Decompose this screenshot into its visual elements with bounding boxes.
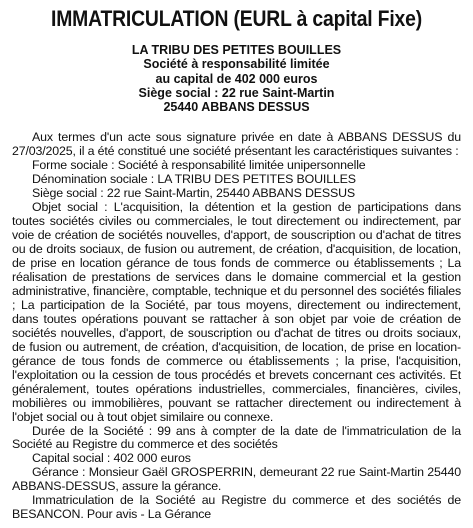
paragraph-purpose: Objet social : L'acquisition, la détention et la gestion de participations dans toutes sociétés civiles ou commerciales, le tout directement ou indirectement, par voie de création de sociétés nouvelles, d'apport, de souscription ou d'achat de titres ou de droits sociaux, de fusion ou autrement, de création, d'acquisition, de location, de prise en location gérance de tous fonds de commerce ou établissements ; La réalisation de prestations de services dans le domaine commercial et la gestion administrative, financière, comptable, technique et du personnel des sociétés filiales ; La participation de la Société, par tous moyens, directement ou indirectement, dans toutes opérations pouvant se rattacher à son objet par voie de création de sociétés nouvelles, d'apport, de souscription ou d'achat de titres ou droits sociaux, de fusion ou autrement, de création, d'acquisition, de location, de prise en location-gérance de tous fonds de commerce ou établissements ; la prise, l'acquisition, l'exploitation ou la cession de tous procédés et brevets concernant ces activités. Et généralement, toutes opérations industrielles, commerciales, financières, civiles, mobilières ou immobilières, pouvant se rattacher directement ou indirectement à l'objet social ou à tout objet similaire ou connexe. (12, 200, 461, 424)
notice-body (12, 131, 461, 522)
company-form: Société à responsabilité limitée (143, 57, 330, 72)
company-name: LA TRIBU DES PETITES BOUILLES (131, 43, 342, 57)
paragraph-company-name: Dénomination sociale : LA TRIBU DES PETITES BOUILLES (32, 172, 356, 187)
paragraph-registration: Immatriculation de la Société au Registre du commerce et des sociétés de BESANCON. Pour avis - La Gérance (12, 493, 461, 522)
paragraph-duration: Durée de la Société : 99 ans à compter de la date de l'immatriculation de la Société au Registre du commerce et des sociétés (12, 423, 461, 452)
paragraph-capital: Capital social : 402 000 euros (32, 451, 191, 466)
company-seat: Siège social : 22 rue Saint-Martin (138, 85, 335, 100)
company-city: 25440 ABBANS DESSUS (163, 100, 310, 115)
paragraph-registered-office: Siège social : 22 rue Saint-Martin, 25440 ABBANS DESSUS (32, 186, 356, 201)
company-header (12, 43, 461, 114)
paragraph-deed: Aux termes d'un acte sous signature privée en date à ABBANS DESSUS du 27/03/2025, il a été constitué une société présentant les caractéristiques suivantes : (12, 130, 461, 159)
paragraph-legal-form: Forme sociale : Société à responsabilité limitée unipersonnelle (32, 158, 366, 173)
notice-headline: IMMATRICULATION (EURL à capital Fixe) (51, 6, 422, 31)
company-capital: au capital de 402 000 euros (155, 71, 318, 86)
paragraph-management: Gérance : Monsieur Gaël GROSPERRIN, demeurant 22 rue Saint-Martin 25440 ABBANS-DESSUS, assure la gérance. (12, 465, 461, 494)
